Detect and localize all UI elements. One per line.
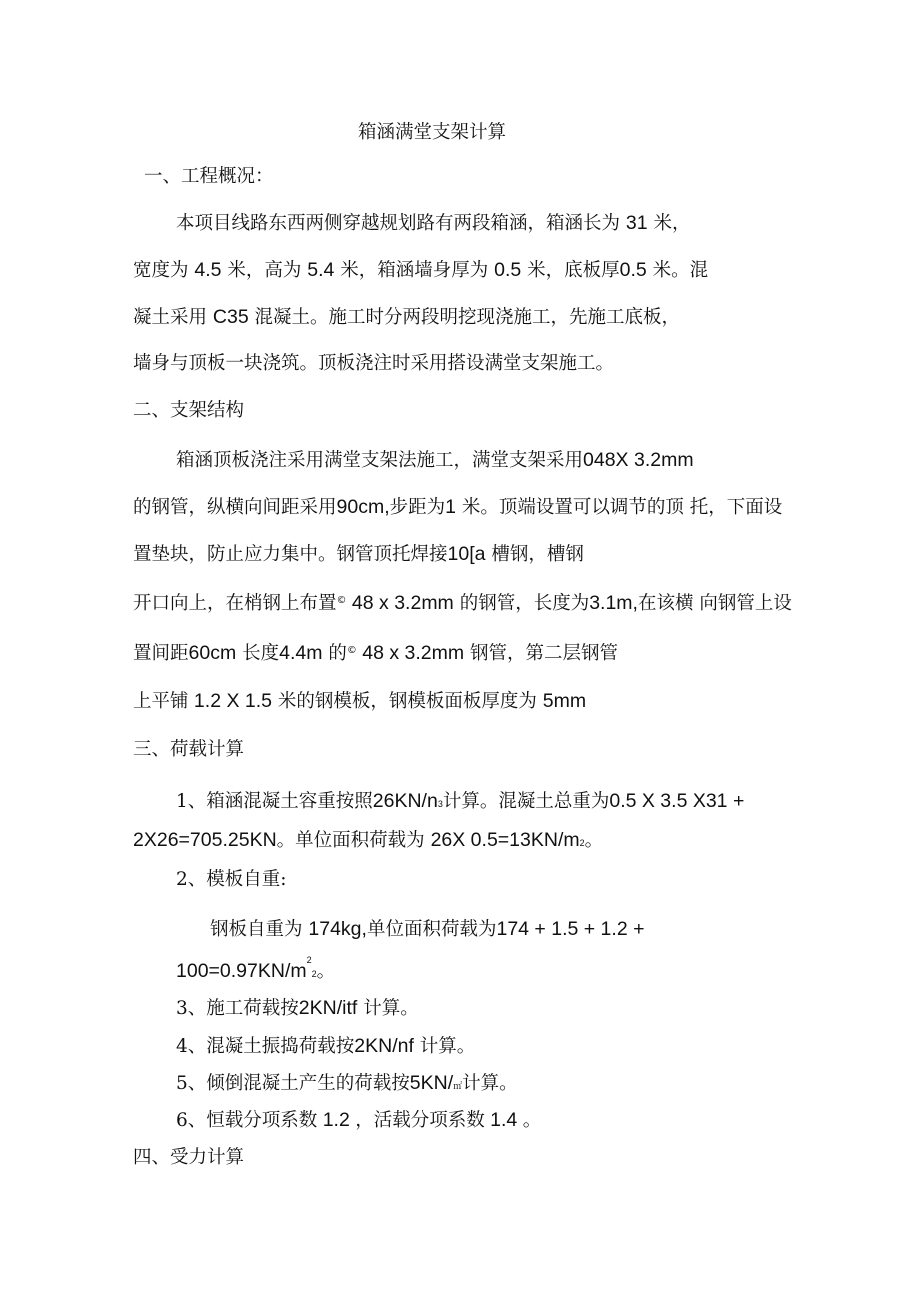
paragraph-line: 的钢管，纵横向间距采用90cm,步距为1 米。顶端设置可以调节的顶 托，下面设 (133, 496, 783, 518)
section-heading-force: 四、受力计算 (133, 1147, 245, 1168)
list-item: 6、恒载分项系数 1.2 ，活载分项系数 1.4 。 (176, 1109, 542, 1131)
paragraph-line: 宽度为 4.5 米，高为 5.4 米，箱涵墙身厚为 0.5 米，底板厚0.5 米。混 (133, 259, 709, 281)
paragraph-line: 箱涵顶板浇注采用满堂支架法施工，满堂支架采用048X 3.2mm (176, 449, 694, 471)
paragraph-line: 开口向上，在梢钢上布置© 48 x 3.2mm 的钢管，长度为3.1m,在该横 向钢管上设 (133, 592, 792, 614)
paragraph-line: 墙身与顶板一块浇筑。顶板浇注时采用搭设满堂支架施工。 (133, 353, 615, 374)
list-item-detail: $100=0.97KN/m^22$。 (176, 955, 336, 982)
paragraph-line: 置间距60cm 长度4.4m 的© 48 x 3.2mm 钢管，第二层钢管 (133, 642, 619, 664)
list-item-detail: 钢板自重为 174kg,单位面积荷载为174 + 1.5 + 1.2 + (210, 918, 645, 940)
paragraph-line: 上平铺 1.2 X 1.5 米的钢模板，钢模板面板厚度为 5mm (133, 690, 587, 712)
list-item: 2、模板自重: (176, 869, 287, 890)
section-heading-overview: 一、工程概况： (144, 166, 274, 187)
page-title: 箱涵满堂支架计算 (358, 122, 507, 143)
list-item-continued: 2X26=705.25KN。单位面积荷载为 26X 0.5=13KN/m2。 (133, 829, 604, 851)
list-item: 3、施工荷载按2KN/itf 计算。 (176, 997, 419, 1019)
section-heading-structure: 二、支架结构 (133, 400, 245, 421)
paragraph-line: 本项目线路东西两侧穿越规划路有两段箱涵，箱涵长为 31 米， (176, 212, 691, 234)
paragraph-line: 置垫块，防止应力集中。钢管顶托焊接10[a 槽钢，槽钢 (133, 543, 584, 565)
section-heading-load: 三、荷载计算 (133, 739, 245, 760)
list-item: 1、箱涵混凝土容重按照26KN/n3计算。混凝土总重为0.5 X 3.5 X31 + (176, 790, 745, 812)
list-item: 4、混凝土振捣荷载按2KN/nf 计算。 (176, 1035, 476, 1057)
list-item: 5、倾倒混凝土产生的荷载按5KN/㎡计算。 (176, 1072, 518, 1094)
paragraph-line: 凝土采用 C35 混凝土。施工时分两段明挖现浇施工，先施工底板， (133, 306, 681, 328)
